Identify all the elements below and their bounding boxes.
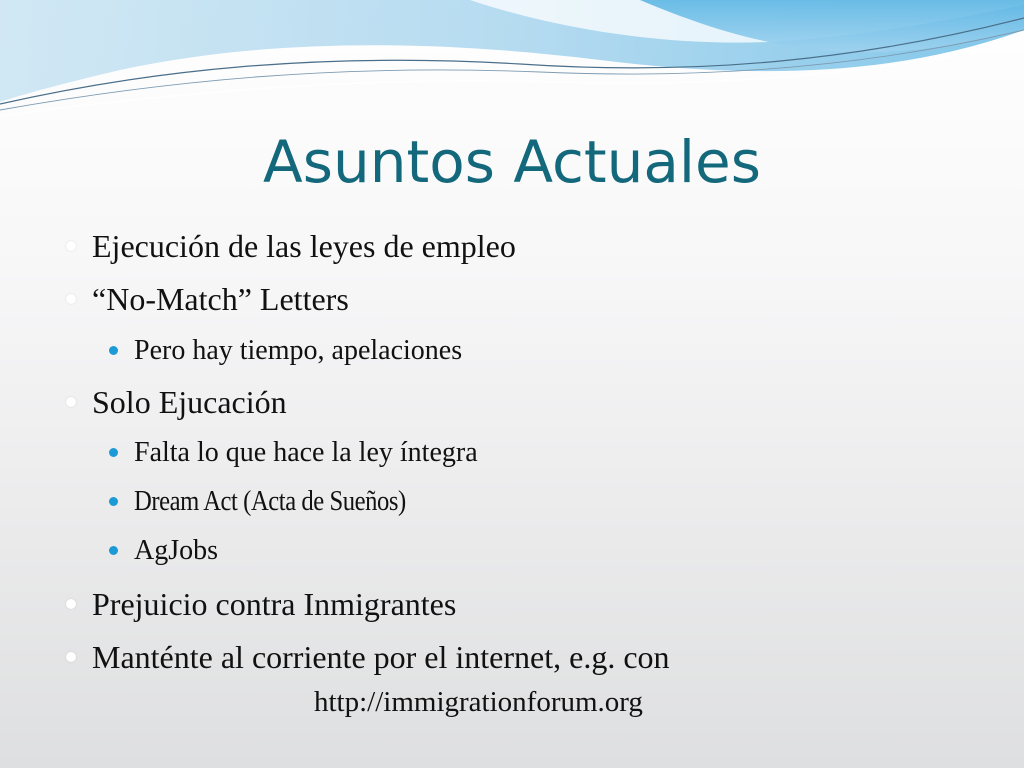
- sub-bullet-dot-icon: [109, 346, 118, 355]
- sub-bullet-item: [134, 337, 462, 365]
- sub-bullet-dot-icon: [109, 448, 118, 457]
- bullet-text: Solo Ejucación: [92, 384, 287, 420]
- bullet-item: [92, 588, 456, 620]
- sub-bullet-text: Pero hay tiempo, apelaciones: [134, 335, 463, 366]
- bullet-item: [92, 641, 670, 673]
- slide-title: Asuntos Actuales: [263, 128, 761, 196]
- bullet-dot-icon: [66, 294, 76, 304]
- bullet-dot-icon: [66, 599, 76, 609]
- sub-bullet-dot-icon: [109, 546, 118, 555]
- sub-bullet-text: Falta lo que hace la ley íntegra: [134, 437, 478, 468]
- sub-bullet-item: [134, 439, 478, 467]
- sub-bullet-text: AgJobs: [134, 535, 219, 566]
- bullet-text: Prejuicio contra Inmigrantes: [92, 586, 457, 622]
- bullet-item: [92, 230, 516, 262]
- bullet-text: Manténte al corriente por el internet, e.g. con: [92, 639, 670, 675]
- bullet-dot-icon: [66, 397, 76, 407]
- sub-bullet-item: [134, 488, 443, 516]
- sub-bullet-item: [134, 537, 218, 565]
- reference-url: http://immigrationforum.org: [314, 686, 643, 718]
- bullet-text: “No-Match” Letters: [92, 281, 349, 317]
- bullet-dot-icon: [66, 241, 76, 251]
- bullet-item: [92, 386, 287, 418]
- bullet-dot-icon: [66, 652, 76, 662]
- sub-bullet-dot-icon: [109, 497, 118, 506]
- bullet-item: [92, 283, 349, 315]
- bullet-text: Ejecución de las leyes de empleo: [92, 228, 516, 264]
- sub-bullet-text: Dream Act (Acta de Sueños): [134, 486, 406, 517]
